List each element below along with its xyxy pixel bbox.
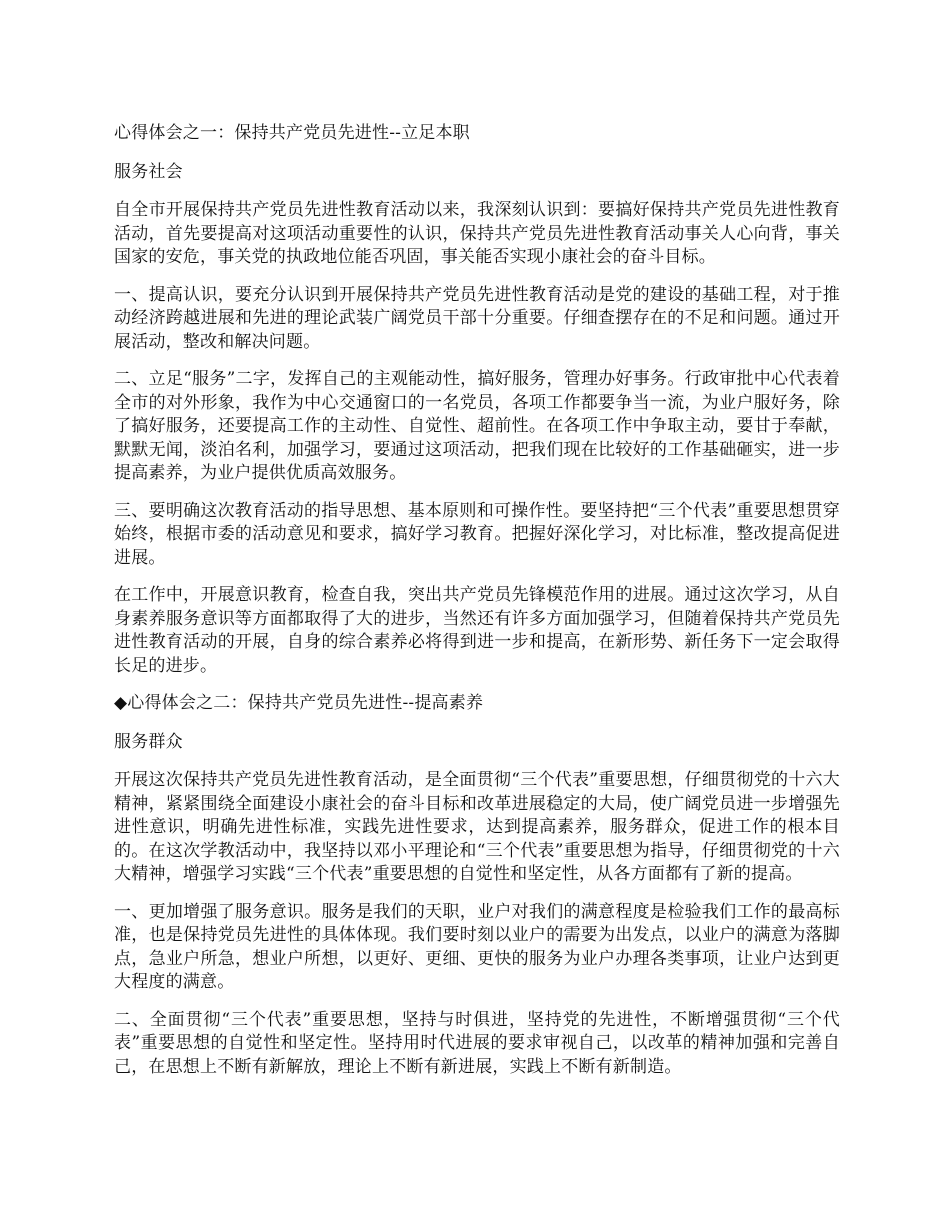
section-one-conclusion: 在工作中，开展意识教育，检查自我，突出共产党员先锋模范作用的进展。通过这次学习，从自身素养服务意识等方面都取得了大的进步，当然还有许多方面加强学习，但随着保持共产党员先进性教育活动的开展，自身的综合素养必将得到进一步和提高，在新形势、新任务下一定会取得长足的进步。: [114, 585, 840, 676]
section-two-point-one: 一、更加增强了服务意识。服务是我们的天职，业户对我们的满意程度是检验我们工作的最高标准，也是保持党员先进性的具体体现。我们要时刻以业户的需要为出发点，以业户的满意为落脚点，急业户所急，想业户所想，以更好、更细、更快的服务为业户办理各类事项，让业户达到更大程度的满意。: [114, 901, 840, 992]
section-one-point-two: 二、立足“服务”二字，发挥自己的主观能动性，搞好服务，管理办好事务。行政审批中心代表着全市的对外形象，我作为中心交通窗口的一名党员，各项工作都要争当一流，为业户服好务，除了搞好服务，还要提高工作的主动性、自觉性、超前性。在各项工作中争取主动，要甘于奉献，默默无闻，淡泊名利，加强学习，要通过这项活动，把我们现在比较好的工作基础砸实，进一步提高素养，为业户提供优质高效服务。: [114, 369, 840, 483]
section-one-subtitle: 服务社会: [114, 161, 183, 182]
section-one-point-one: 一、提高认识，要充分认识到开展保持共产党员先进性教育活动是党的建设的基础工程，对于推动经济跨越进展和先进的理论武装广阔党员干部十分重要。仔细查摆存在的不足和问题。通过开展活动，整改和解决问题。: [114, 284, 840, 352]
section-two-intro-paragraph: 开展这次保持共产党员先进性教育活动，是全面贯彻“三个代表”重要思想，仔细贯彻党的十六大精神，紧紧围绕全面建设小康社会的奋斗目标和改革进展稳定的大局，使广阔党员进一步增强先进性意识，明确先进性标准，实践先进性要求，达到提高素养，服务群众，促进工作的根本目的。在这次学教活动中，我坚持以邓小平理论和“三个代表”重要思想为指导，仔细贯彻党的十六大精神，增强学习实践“三个代表”重要思想的自觉性和坚定性，从各方面都有了新的提高。: [114, 770, 840, 884]
section-two-point-two: 二、全面贯彻“三个代表”重要思想，坚持与时俱进，坚持党的先进性，不断增强贯彻“三个代表”重要思想的自觉性和坚定性。坚持用时代进展的要求审视自己，以改革的精神加强和完善自己，在思想上不断有新解放，理论上不断有新进展，实践上不断有新制造。: [114, 1009, 840, 1077]
document-body: [114, 122, 840, 1093]
section-two-subtitle: 服务群众: [114, 731, 183, 752]
section-one-point-three: 三、要明确这次教育活动的指导思想、基本原则和可操作性。要坚持把“三个代表”重要思想贯穿始终，根据市委的活动意见和要求，搞好学习教育。把握好深化学习，对比标准，整改提高促进进展。: [114, 500, 840, 568]
section-one-intro-paragraph: 自全市开展保持共产党员先进性教育活动以来，我深刻认识到：要搞好保持共产党员先进性教育活动，首先要提高对这项活动重要性的认识，保持共产党员先进性教育活动事关人心向背，事关国家的安危，事关党的执政地位能否巩固，事关能否实现小康社会的奋斗目标。: [114, 200, 840, 267]
section-two-title: ◆心得体会之二：保持共产党员先进性--提高素养: [114, 693, 484, 713]
section-one-title: 心得体会之一：保持共产党员先进性--立足本职: [114, 123, 470, 143]
